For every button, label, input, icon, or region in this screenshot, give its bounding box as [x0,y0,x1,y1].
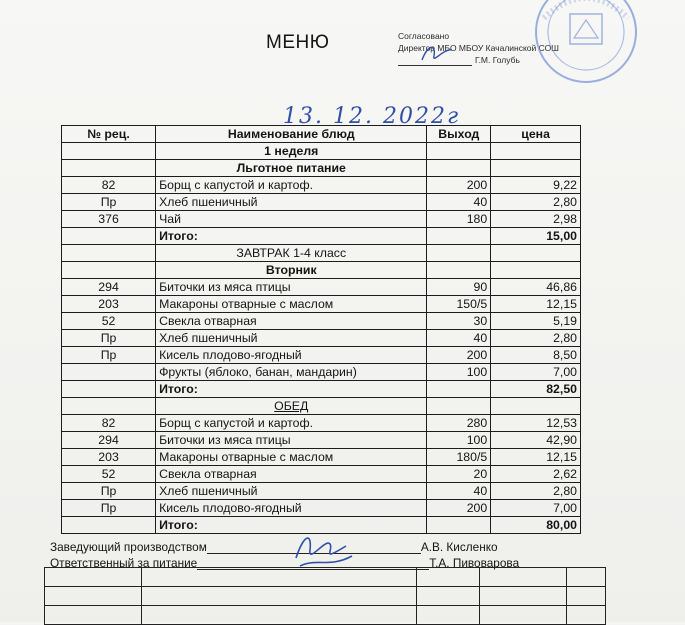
recipe-code: 82 [62,415,156,432]
dish-name: Фрукты (яблоко, банан, мандарин) [156,364,427,381]
price-value: 8,50 [491,347,581,364]
price-value: 12,53 [491,415,581,432]
recipe-code: 52 [62,313,156,330]
col-header-price: цена [491,126,581,143]
total-value: 15,00 [491,228,581,245]
dish-name: Макароны отварные с маслом [156,449,427,466]
section-title-lunch: ОБЕД [156,398,427,415]
empty-grid [44,567,606,625]
portion-output: 40 [427,194,491,211]
approval-line-1: Согласовано [398,31,450,41]
price-value: 5,19 [491,313,581,330]
table-row [62,296,581,313]
dish-name: Хлеб пшеничный [156,194,427,211]
dish-name: Чай [156,211,427,228]
total-row [62,228,581,245]
section-title-benefit: Льготное питание [156,160,427,177]
total-label: Итого: [156,517,427,534]
dish-name: Кисель плодово-ягодный [156,500,427,517]
total-value: 82,50 [491,381,581,398]
portion-output: 280 [427,415,491,432]
table-header-row [62,126,581,143]
portion-output: 200 [427,347,491,364]
table-row [62,466,581,483]
total-row [62,381,581,398]
recipe-code: Пр [62,347,156,364]
portion-output: 90 [427,279,491,296]
price-value: 7,00 [491,500,581,517]
price-value: 42,90 [491,432,581,449]
dish-name: Хлеб пшеничный [156,483,427,500]
table-row [62,449,581,466]
footer-manager-line [50,540,498,554]
week-label: 1 неделя [156,143,427,160]
portion-output: 180/5 [427,449,491,466]
menu-table [61,125,581,534]
table-row [62,364,581,381]
document-title: МЕНЮ [266,32,330,53]
week-row [62,143,581,160]
price-value: 2,98 [491,211,581,228]
dish-name: Свекла отварная [156,313,427,330]
recipe-code: 82 [62,177,156,194]
table-row [62,279,581,296]
table-row [62,432,581,449]
table-row [62,194,581,211]
recipe-code: 203 [62,449,156,466]
manager-signature-icon [290,528,360,572]
price-value: 2,80 [491,194,581,211]
portion-output: 100 [427,364,491,381]
col-header-name: Наименование блюд [156,126,427,143]
manager-name: А.В. Кисленко [420,540,498,554]
price-value: 12,15 [491,449,581,466]
portion-output: 20 [427,466,491,483]
section-title-breakfast: ЗАВТРАК 1-4 класс [156,245,427,262]
total-value: 80,00 [491,517,581,534]
table-row [62,500,581,517]
price-value: 2,62 [491,466,581,483]
section-title-row [62,245,581,262]
dish-name: Хлеб пшеничный [156,330,427,347]
recipe-code: 52 [62,466,156,483]
portion-output: 150/5 [427,296,491,313]
table-row [62,177,581,194]
dish-name: Борщ с капустой и картоф. [156,415,427,432]
price-value: 9,22 [491,177,581,194]
portion-output: 100 [427,432,491,449]
manager-label: Заведующий производством [50,540,207,554]
dish-name: Биточки из мяса птицы [156,432,427,449]
recipe-code: Пр [62,330,156,347]
recipe-code: 376 [62,211,156,228]
price-value: 12,15 [491,296,581,313]
total-label: Итого: [156,228,427,245]
day-label: Вторник [156,262,427,279]
official-stamp-icon [522,0,650,88]
dish-name: Макароны отварные с маслом [156,296,427,313]
portion-output: 200 [427,500,491,517]
price-value: 2,80 [491,483,581,500]
responsible-name: Т.А. Пивоварова [429,556,520,570]
price-value: 46,86 [491,279,581,296]
portion-output: 200 [427,177,491,194]
dish-name: Биточки из мяса птицы [156,279,427,296]
recipe-code: Пр [62,483,156,500]
table-row [62,347,581,364]
table-row [62,330,581,347]
portion-output: 40 [427,330,491,347]
portion-output: 180 [427,211,491,228]
col-header-code: № рец. [62,126,156,143]
approval-line-2: Директор МБО МБОУ Качалинской СОШ [398,43,559,53]
table-row [62,483,581,500]
price-value: 7,00 [491,364,581,381]
recipe-code [62,364,156,381]
dish-name: Борщ с капустой и картоф. [156,177,427,194]
dish-name: Свекла отварная [156,466,427,483]
day-row [62,262,581,279]
responsible-label: Ответственный за питание [50,556,198,570]
handwritten-date: 13. 12. 2022г [283,104,461,129]
director-signature-icon [418,42,458,66]
total-label: Итого: [156,381,427,398]
table-row [62,211,581,228]
col-header-output: Выход [427,126,491,143]
recipe-code: 294 [62,279,156,296]
recipe-code: Пр [62,194,156,211]
table-row [62,313,581,330]
portion-output: 30 [427,313,491,330]
recipe-code: Пр [62,500,156,517]
price-value: 2,80 [491,330,581,347]
portion-output: 40 [427,483,491,500]
dish-name: Кисель плодово-ягодный [156,347,427,364]
section-title-row [62,398,581,415]
approval-line-3: Г.М. Голубь [475,55,520,65]
table-row [62,415,581,432]
recipe-code: 294 [62,432,156,449]
section-title-row [62,160,581,177]
recipe-code: 203 [62,296,156,313]
